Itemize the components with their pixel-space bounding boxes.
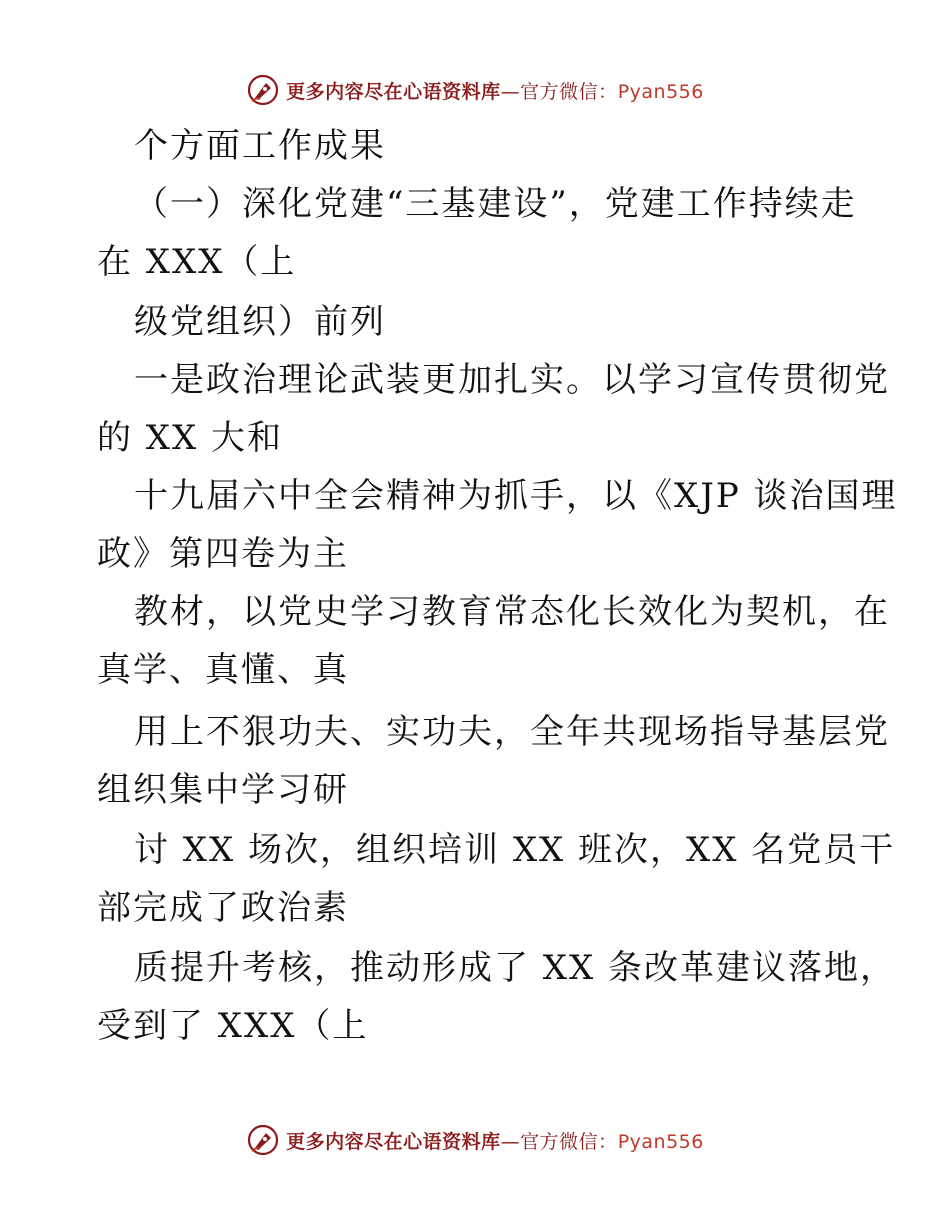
text-line: 真学、真懂、真 <box>97 650 349 690</box>
footer-banner-text <box>286 1127 704 1154</box>
text-line: （一）深化党建“三基建设”，党建工作持续走 <box>134 184 857 224</box>
text-line: 组织集中学习研 <box>97 770 349 810</box>
text-line: 质提升考核，推动形成了 XX 条改革建议落地， <box>134 948 897 988</box>
text-line: 十九届六中全会精神为抓手，以《XJP 谈治国理 <box>134 476 898 516</box>
text-line: 级党组织）前列 <box>134 302 386 342</box>
header-banner <box>0 68 950 112</box>
text-line: 讨 XX 场次，组织培训 XX 班次，XX 名党员干 <box>134 830 896 870</box>
banner-wechat-id: Pyan556 <box>617 80 704 103</box>
pen-nib-logo-icon <box>246 1123 280 1157</box>
text-line: 的 XX 大和 <box>97 418 284 458</box>
banner-wechat-label: —官方微信： <box>500 1130 618 1153</box>
text-line: 部完成了政治素 <box>97 888 349 928</box>
banner-site-name: 更多内容尽在心语资料库 <box>286 80 501 103</box>
text-line: 受到了 XXX（上 <box>97 1006 369 1046</box>
banner-wechat-label: —官方微信： <box>500 80 618 103</box>
text-line: 政》第四卷为主 <box>97 534 349 574</box>
text-line: 教材，以党史学习教育常态化长效化为契机，在 <box>134 592 890 632</box>
text-line: 一是政治理论武装更加扎实。以学习宣传贯彻党 <box>134 360 890 400</box>
footer-banner <box>0 1118 950 1162</box>
header-banner-text <box>286 77 704 104</box>
banner-wechat-id: Pyan556 <box>617 1130 704 1153</box>
pen-nib-logo-icon <box>246 73 280 107</box>
banner-site-name: 更多内容尽在心语资料库 <box>286 1130 501 1153</box>
text-line: 用上不狠功夫、实功夫，全年共现场指导基层党 <box>134 712 890 752</box>
text-line: 个方面工作成果 <box>134 126 386 166</box>
text-line: 在 XXX（上 <box>97 242 297 282</box>
